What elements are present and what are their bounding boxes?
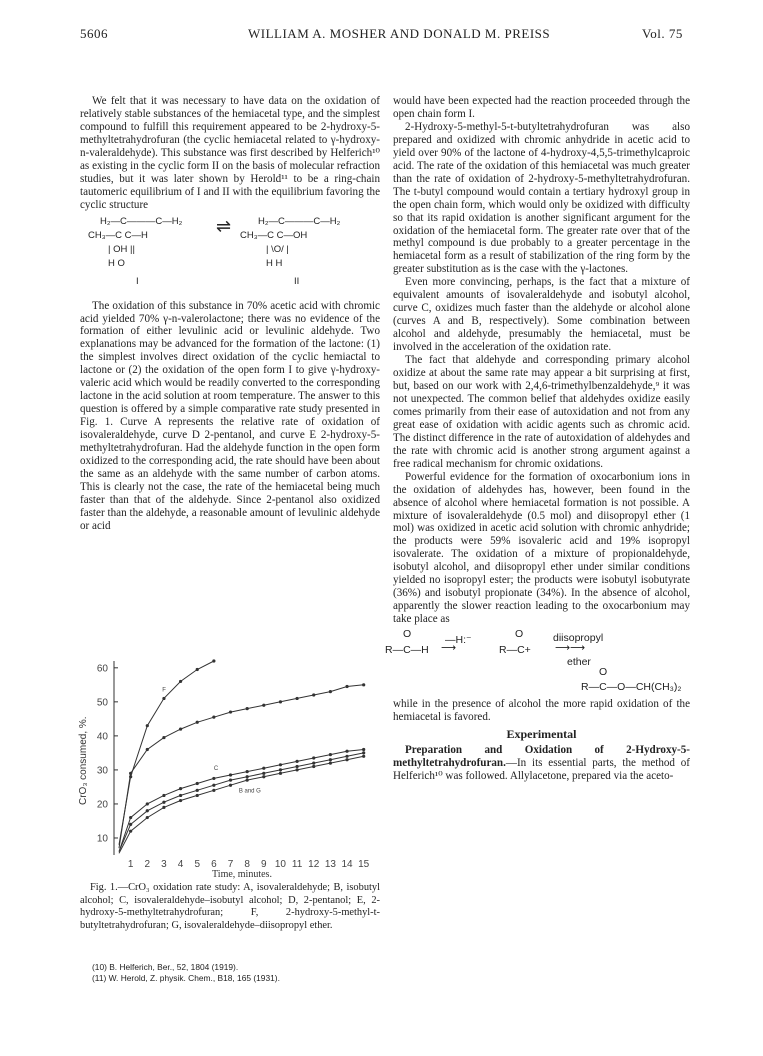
- data-point: [295, 760, 298, 763]
- reaction-carbonyl-o-2: O: [515, 628, 524, 641]
- data-point: [212, 789, 215, 792]
- footnotes: [92, 962, 382, 983]
- scheme-structure-II-ring: | \O/ |: [266, 243, 289, 255]
- right-paragraph-1: would have been expected had the reaction proceeded through the open chain form I.: [393, 95, 690, 120]
- data-point: [129, 823, 132, 826]
- data-point: [162, 806, 165, 809]
- footnote-10: (10) B. Helferich, Ber., 52, 1804 (1919).: [92, 962, 239, 972]
- data-point: [262, 704, 265, 707]
- data-point: [129, 816, 132, 819]
- data-point: [262, 767, 265, 770]
- scheme-structure-II-top: H₂—C———C—H₂: [258, 215, 341, 227]
- figure-1-chart: [72, 655, 382, 881]
- scheme-label-II: II: [294, 275, 300, 287]
- x-tick-label: 11: [291, 859, 303, 870]
- data-point: [345, 750, 348, 753]
- data-point: [246, 775, 249, 778]
- data-point: [295, 765, 298, 768]
- footnote-11: (11) W. Herold, Z. physik. Chem., B18, 165 (1931).: [92, 972, 280, 983]
- chart-svg: [72, 655, 382, 881]
- x-tick-label: 10: [274, 859, 287, 870]
- x-tick-label: 9: [261, 859, 267, 870]
- data-point: [279, 772, 282, 775]
- data-point: [362, 748, 365, 751]
- data-point: [345, 755, 348, 758]
- data-point: [212, 777, 215, 780]
- data-point: [179, 727, 182, 730]
- data-point: [279, 763, 282, 766]
- data-point: [295, 768, 298, 771]
- reaction-reactant: R—C—H: [385, 644, 429, 657]
- data-point: [262, 775, 265, 778]
- x-tick-label: 15: [358, 859, 370, 870]
- reaction-carbonyl-o-1: O: [403, 628, 412, 641]
- data-point: [329, 758, 332, 761]
- right-paragraph-6: while in the presence of alcohol the more rapid oxidation of the hemiacetal is favored.: [393, 698, 690, 724]
- data-point: [246, 770, 249, 773]
- scheme-structure-II-bottom: H H: [266, 257, 283, 269]
- running-head-authors: WILLIAM A. MOSHER AND DONALD M. PREISS: [248, 26, 551, 41]
- data-point: [229, 784, 232, 787]
- data-point: [362, 755, 365, 758]
- caption-text: Fig. 1.—CrO₃ oxidation rate study: A, isovaleraldehyde; B, isobutyl alcohol; C, isovaleraldehyde–isobutyl alcohol; D, 2-pentanol; E, 2-hydroxy-5-methyltetrahydrofuran; F, 2-hydroxy-5-methyl-t-butyltetrahydrofuran; G, isovaleraldehyde–diisopropyl ether.: [80, 882, 380, 931]
- x-tick-label: 4: [177, 859, 184, 870]
- x-tick-label: 12: [308, 859, 320, 870]
- data-point: [362, 683, 365, 686]
- x-tick-label: 14: [341, 859, 353, 870]
- curve-label: C: [213, 765, 219, 772]
- scheme-structure-I-bottom: H O: [108, 257, 125, 269]
- reaction-arrow-2: ⟶⟶: [555, 642, 586, 655]
- data-point: [179, 799, 182, 802]
- right-paragraph-5: Powerful evidence for the formation of oxocarbonium ions in the oxidation of aldehydes has, however, been found in the absence of alcohol where hemiacetal formation is not possible. A mixture of isovaleraldehyde (0.5 mol) and diisopropyl ether (1 mol) was oxidized in acetic acid solution with chromic anhydride; the products were 59% isovaleric acid and 19% isopropyl isovalerate. The oxidation of a mixture of propionaldehyde, isobutyl alcohol, and diisopropyl ether under similar conditions yielded no isopropyl ester; the products were isobutyl isobutyrate (36%) and isobutyl propionate (34%). In the absence of alcohol, apparently the slower reaction leading to the oxocarbonium may take place as: [393, 470, 690, 626]
- data-point: [312, 693, 315, 696]
- data-point: [229, 710, 232, 713]
- data-point: [146, 809, 149, 812]
- data-point: [212, 716, 215, 719]
- data-point: [162, 736, 165, 739]
- data-point: [162, 697, 165, 700]
- y-tick-label: 50: [96, 697, 108, 709]
- data-point: [329, 690, 332, 693]
- data-point: [179, 787, 182, 790]
- data-point: [345, 685, 348, 688]
- data-point: [329, 753, 332, 756]
- data-point: [246, 779, 249, 782]
- data-point: [229, 779, 232, 782]
- scheme-structure-I-bond: | OH ||: [108, 243, 135, 255]
- scheme-equilibrium-arrow: ⇌: [216, 215, 232, 236]
- right-paragraph-4: The fact that aldehyde and corresponding primary alcohol oxidize at about the same rate may appear a bit surprising at first, but, based on our work with 2,4,6-trimethylbenzaldehyde,⁹ it was not unexpected. The common belief that aldehydes oxidize easily comes primarily from their ease of autoxidation and not from any great ease of oxidation with acidic agents such as chromic acid. The distinct difference in the rate of autoxidation of aldehydes and the rate with chromic acid is another strong argument against a free radical mechanism for chromic oxidations.: [393, 354, 690, 470]
- data-point: [146, 802, 149, 805]
- data-point: [129, 830, 132, 833]
- series-line: [119, 756, 364, 853]
- data-point: [179, 680, 182, 683]
- right-paragraph-2: 2-Hydroxy-5-methyl-5-t-butyltetrahydrofuran was also prepared and oxidized with chromic anhydride in acetic acid to yield over 90% of the lactone of 4-hydroxy-4,5,5-trimethylcaproic acid. The rate of the oxidation of this hemiacetal was much greater than the rate of oxidation of 2-hydroxy-5-methyltetrahydrofuran. The t-butyl compound would contain a tertiary hydroxyl group in the open chain form, which would only be oxidized with difficulty so that its rapid oxidation is another significant argument for the oxidation of the hemiacetal form. The greater rate over that of the methyl compound is due probably to a greater percentage in the hemiacetal form as a result of stabilization of the ring form by the greater substitution as is the case with the γ-lactones.: [393, 120, 690, 276]
- data-point: [146, 816, 149, 819]
- data-point: [312, 762, 315, 765]
- series-line: [119, 661, 214, 845]
- right-column: [385, 95, 690, 783]
- y-tick-label: 30: [96, 765, 108, 777]
- scheme-structure-II-mid: CH₃—C C—OH: [240, 229, 308, 241]
- series-line: [119, 753, 364, 852]
- data-point: [212, 784, 215, 787]
- data-point: [146, 748, 149, 751]
- left-paragraph-1: We felt that it was necessary to have data on the oxidation of relatively stable substances of the hemiacetal type, and the simplest compound to fulfill this requirement appeared to be 2-hydroxy-5-methyltetrahydrofuran (the cyclic hemiacetal related to γ-hydroxy-n-valeraldehyde). This substance was first described by Helferich¹⁰ as existing in the cyclic form II on the basis of molecular refraction studies, but it was later shown by Herold¹¹ to be a ring-chain tautomeric equilibrium of I and II with the equilibrium favoring the cyclic structure: [80, 95, 380, 211]
- data-point: [162, 801, 165, 804]
- reaction-product: R—C—O—CH(CH₃)₂: [581, 681, 682, 694]
- data-point: [345, 758, 348, 761]
- x-tick-label: 8: [244, 859, 250, 870]
- page-number: 5606: [80, 26, 108, 41]
- data-point: [262, 772, 265, 775]
- experimental-subtitle: Preparation and Oxidation of 2-Hydroxy-5-methyltetrahydrofuran.: [393, 743, 690, 769]
- scheme-label-I: I: [136, 275, 139, 287]
- curve-label: B and G: [238, 788, 261, 795]
- data-point: [312, 765, 315, 768]
- data-point: [329, 762, 332, 765]
- series-line: [119, 685, 364, 848]
- data-point: [196, 721, 199, 724]
- x-tick-label: 1: [127, 859, 134, 870]
- data-point: [212, 659, 215, 662]
- scheme-structure-I-top: H₂—C———C—H₂: [100, 215, 183, 227]
- data-point: [196, 782, 199, 785]
- data-point: [196, 668, 199, 671]
- figure-caption: [80, 882, 380, 932]
- x-tick-label: 6: [211, 859, 217, 870]
- x-tick-label: 5: [194, 859, 201, 870]
- x-tick-label: 2: [144, 859, 151, 870]
- data-point: [246, 707, 249, 710]
- data-point: [162, 794, 165, 797]
- y-tick-label: 10: [96, 833, 108, 845]
- x-tick-label: 7: [227, 859, 234, 870]
- data-point: [362, 751, 365, 754]
- data-point: [295, 697, 298, 700]
- tautomer-scheme: [80, 214, 380, 296]
- y-tick-label: 40: [96, 731, 108, 743]
- reaction-arrow-1: ⟶: [441, 642, 457, 655]
- left-paragraph-2: The oxidation of this substance in 70% acetic acid with chromic acid yielded 70% γ-n-valerolactone; there was no evidence of the formation of either levulinic acid or levulinic aldehyde. Two explanations may be advanced for the formation of the lactone: (1) the simplest involves direct oxidation of the cyclic hemiactal to lactone or (2) the oxidation of the open form I to give γ-hydroxy-valeric acid which would be readily converted to the corresponding lactone in the acid solution at room temperature. The answer to this question is offered by a simple comparative rate study presented in Fig. 1. Curve A represents the relative rate of oxidation of isovaleraldehyde, curve D 2-pentanol, and curve E 2-hydroxy-5-methyltetrahydrofuran. Had the aldehyde function in the open form oxidized to the corresponding acid, the rate should have been about the same as an aldehyde with the same number of carbon atoms. This is clearly not the case, the rate of the hemiacetal being much faster than that of the aldehyde. Since 2-pentanol also oxidized faster than the aldehyde, a reasonable amount of levulinic aldehyde or acid: [80, 299, 380, 532]
- experimental-text: —In its essential parts, the method of Helferich¹⁰ was followed. Allylacetone, prepared via the aceto-: [393, 756, 690, 782]
- scheme-structure-I-mid: CH₃—C C—H: [88, 229, 148, 241]
- data-point: [196, 789, 199, 792]
- reaction-reagent-diisopropyl: diisopropyl: [553, 632, 604, 645]
- reaction-oxocarbonium: R—C+: [499, 644, 531, 657]
- data-point: [312, 756, 315, 759]
- reaction-scheme: [385, 628, 690, 696]
- volume-label: Vol. 75: [642, 26, 683, 41]
- y-axis-label: CrO₃ consumed, %.: [78, 716, 89, 805]
- data-point: [229, 773, 232, 776]
- data-point: [129, 772, 132, 775]
- data-point: [179, 794, 182, 797]
- data-point: [146, 724, 149, 727]
- x-axis-label: Time, minutes.: [212, 869, 272, 880]
- reaction-reagent-hydride: —H:⁻: [445, 634, 472, 647]
- reaction-reagent-ether: ether: [567, 656, 591, 669]
- series-line: [119, 750, 364, 852]
- data-point: [196, 794, 199, 797]
- data-point: [279, 768, 282, 771]
- y-tick-label: 60: [96, 663, 108, 675]
- experimental-paragraph: [393, 744, 690, 783]
- data-point: [279, 700, 282, 703]
- right-paragraph-3: Even more convincing, perhaps, is the fact that a mixture of equivalent amounts of isovaleraldehyde and isobutyl alcohol, curve C, oxidizes much faster than the aldehyde or alcohol alone (curves A and B, respectively). Some combination between alcohol and aldehyde, presumably the hemiacetal, must be involved in the acceleration of the oxidation rate.: [393, 276, 690, 354]
- left-column: [80, 95, 380, 533]
- y-tick-label: 20: [96, 799, 108, 811]
- x-tick-label: 3: [161, 859, 167, 870]
- reaction-carbonyl-o-3: O: [599, 666, 608, 679]
- experimental-heading: Experimental: [506, 726, 577, 741]
- curve-label: F: [162, 687, 166, 694]
- x-tick-label: 13: [324, 859, 336, 870]
